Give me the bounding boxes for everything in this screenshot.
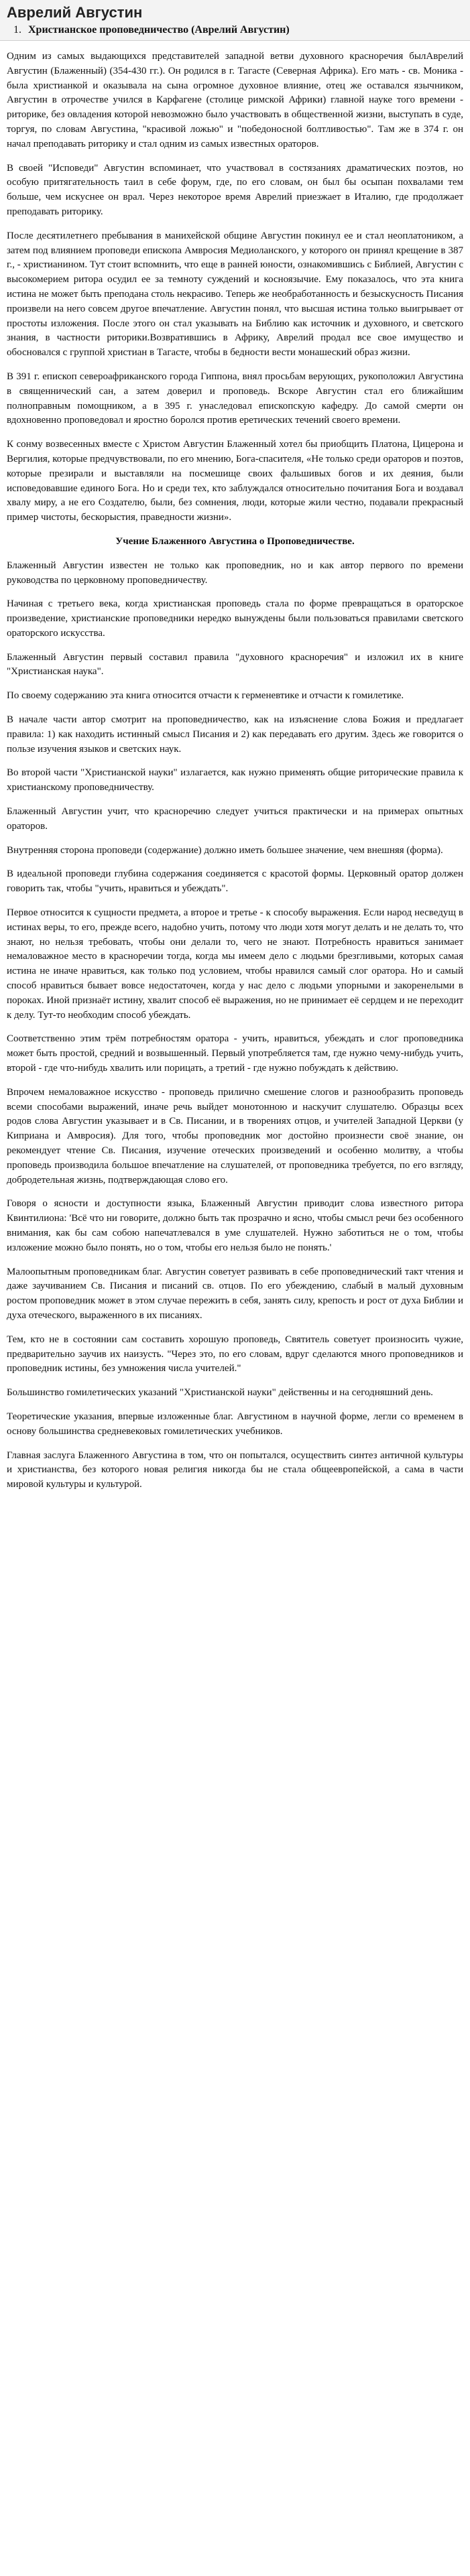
paragraph: Одним из самых выдающихся представителей западной ветви духовного красноречия былАврелий Августин (Блаженный) (354-430 гг.). Он родился в г. Тагасте (Северная Африка). Его мать - св. Моника - была христианкой и оказывала на сына огромное духовное влияние, отец же оставался язычником, Августин в отрочестве учился в Карфагене (столице римской Африки) главной науке того времени - риторике, без овладения которой невозможно было участвовать в общественной жизни, выступать в суде, торгуя, по словам Августина, "красивой ложью" и "победоносной болтливостью". Там же в 374 г. он начал преподавать риторику и стал одним из самых известных ораторов.	[7, 51, 463, 149]
header	[0, 0, 470, 41]
paragraph: Тем, кто не в состоянии сам составить хорошую проповедь, Святитель советует произносить чужие, предварительно заучив их наизусть. "Через это, по его словам, вдруг сделаются много проповедников и проповедник истины, без умножения числа учителей."	[7, 1334, 463, 1374]
paragraph: В начале части автор смотрит на проповедничество, как на изъяснение слова Божия и предлагает правила: 1) как находить истинный смысл Писания и 2) как передавать его другим. Здесь же говорится о пользе изучения языков и светских наук.	[7, 714, 463, 755]
paragraph: Большинство гомилетических указаний "Христианской науки" действенны и на сегодняшний день.	[7, 1387, 433, 1399]
paragraph: В своей "Исповеди" Августин вспоминает, что участвовал в состязаниях драматических поэтов, но особую притягательность таил в себе форум, где, по его словам, он был бы осыпан похвалами тем больше, чем искуснее он врал. Через некоторое время Аврелий приезжает в Италию, где продолжает преподавать риторику.	[7, 162, 463, 217]
paragraph: Теоретические указания, впервые изложенные благ. Августином в научной форме, легли со временем в основу большинства средневековых гомилетических учебников.	[7, 1411, 463, 1437]
paragraph: К сонму возвеcенных вместе с Христом Августин Блаженный хотел бы приобщить Платона, Цицерона и Вергилия, которые предчувствовали, по его мнению, Бога-спасителя, «Не только среди ораторов и поэтов, которые презирали и выставляли на посмешище своих фальшивых богов и их деяния, были исповедовавшие единого Бога. Но и среди тех, кто заблуждался относительно почитания Бога и воздавал хвалу миру, а не его Создателю, были, без сомнения, люди, которые жили честно, подавали прекрасный пример чистоты, бескорыстия, праведности жизни».	[7, 439, 464, 523]
paragraph: В 391 г. епископ североафриканского города Гиппона, внял просьбам верующих, рукоположил Августина в священнический сан, а затем доверил и проповедь. Вскоре Августин стал его ближайшим полноправным помощником, а в 395 г. унаследовал епископскую кафедру. До самой смерти он вдохновенно проповедовал и яростно боролся против еретических течений своего времени.	[7, 371, 463, 426]
paragraph: Первое относится к сущности предмета, а второе и третье - к способу выражения. Если народ несведущ в истинах веры, то его, прежде всего, надобно учить, потому что люди хотя могут делать и не делать то, что знают, но нельзя требовать, чтобы они делали то, чего не знают. Потребность нравиться занимает немаловажное место в красноречии тогда, когда мы имеем дело с людьми брезгливыми, которых самая истина не иначе нравиться, как только под условием, чтобы нравился самый слог оратора. Но и самый способ нравиться бывает вовсе недостаточен, когда у нас дело с людьми упорными и закоренелыми в пороках. Иной признаёт истину, хвалит способ её выражения, но не принимает её сердцем и не переходит к делу. Тут-то необходим способ убеждать.	[7, 907, 463, 1021]
section-heading: Учение Блаженного Августина о Проповедничестве.	[115, 535, 355, 547]
subtitle-number: 1.	[13, 24, 21, 36]
article-body	[7, 50, 463, 1502]
paragraph: Главная заслуга Блаженного Августина в том, что он попытался, осуществить синтез античной культуры и христианства, без которого новая религия никогда бы не стала общеевропейской, а сама в части мировой культуры и культурой.	[7, 1450, 463, 1490]
paragraph: Блаженный Августин известен не только как проповедник, но и как автор первого по времени руководства по церковному проповедничеству.	[7, 560, 463, 586]
paragraph: Блаженный Августин первый составил правила "духовного красноречия" и изложил их в книге "Христианская наука".	[7, 651, 463, 678]
paragraph: Малоопытным проповедникам благ. Августин советует развивать в себе проповеднический такт чтения и даже заучиванием Св. Писания и писаний св. отцов. По его убеждению, слабый в малый духовным ростом проповедник может в этом случае пережить в себя, занять силу, крепость и рост от духа Библии и духа отеческого, выраженного в их писаниях.	[7, 1266, 463, 1321]
subtitle	[13, 24, 290, 36]
subtitle-text: Христианское проповедничество (Аврелий Августин)	[28, 24, 290, 36]
paragraph: Внутренняя сторона проповеди (содержание) должно иметь большее значение, чем внешняя (форма).	[7, 844, 443, 856]
paragraph: Во второй части "Христианской науки" излагается, как нужно применять общие риторические правила к христианскому проповедничеству.	[7, 767, 463, 793]
page-title: Аврелий Августин	[7, 4, 143, 21]
paragraph: Блаженный Августин учит, что красноречию следует учиться практически и на примерах опытных ораторов.	[7, 806, 463, 832]
paragraph: Говоря о ясности и доступности языка, Блаженный Августин приводит слова известного ритора Квинтилиона: 'Всё что ни говорите, должно быть так прозрачно и ясно, чтобы смысл речи без особенного внимания, как бы сам собою напечатлевался в уме слушателей. Нужно заботиться не о том, чтобы изложение можно было понять, но о том, чтобы его нельзя было не понять.'	[7, 1198, 463, 1253]
paragraph: Начиная с третьего века, когда христианская проповедь стала по форме превращаться в ораторское произведение, христианские проповедники нередко вынуждены были пользоваться правилами светского ораторского искусства.	[7, 598, 463, 639]
paragraph: По своему содержанию эта книга относится отчасти к герменевтике и отчасти к гомилетике.	[7, 690, 404, 702]
paragraph: Соответственно этим трём потребностям оратора - учить, нравиться, убеждать и слог проповедника может быть простой, средний и возвышенный. Первый употребляется там, где нужно чему-нибудь учить, второй - где что-нибудь хвалить или порицать, а третий - где нужно побуждать к действию.	[7, 1033, 463, 1074]
paragraph: В идеальной проповеди глубина содержания соединяется с красотой формы. Церковный оратор должен говорить так, чтобы "учить, нравиться и убеждать".	[7, 868, 463, 895]
paragraph: Впрочем немаловажное искусство - проповедь прилично смешение слогов и разнообразить проповедь всеми способами выражений, иначе речь выйдет монотонною и наскучит слушателю. Образцы всех родов слова Августин указывает и в Св. Писании, и в творениях отцов, и учителей Западной Церкви (у Киприана и Амвросия). Для того, чтобы проповедник мог достойно произнести своё знание, он рекомендует чтение Св. Писания, изучение отеческих произведений и особенно молитву, а чтобы проповедь производила большое впечатление на слушателей, от проповедника требуется, по его взгляду, добродетельная жизнь, подтверждающая слово его.	[7, 1086, 463, 1185]
paragraph: После десятилетнего пребывания в манихейской общине Августин покинул ее и стал неоплатоником, а затем под влиянием проповеди епископа Амвросия Медиоланского, у которого он принял крещение в 387 г., - христианином. Тут стоит вспомнить, что еще в ранней юности, ознакомившись с Библией, Августин с высокомерием ритора осудил ее за темноту суждений и косноязычие. Ему показалось, что эта книга истина не может быть преподана столь некрасиво. Теперь же необработанность и безыскусность Писания произвели на него совсем другое впечатление. Августин понял, что высшая истина только выигрывает от простоты изложения. После этого он стал указывать на Библию как источник и духовного, и светского знания, в частности риторики.Возвратившись в Африку, Аврелий продал все свое имущество и обосновался с группой христиан в Тагасте, чтобы в бедности вести монашеский образ жизни.	[7, 230, 463, 359]
